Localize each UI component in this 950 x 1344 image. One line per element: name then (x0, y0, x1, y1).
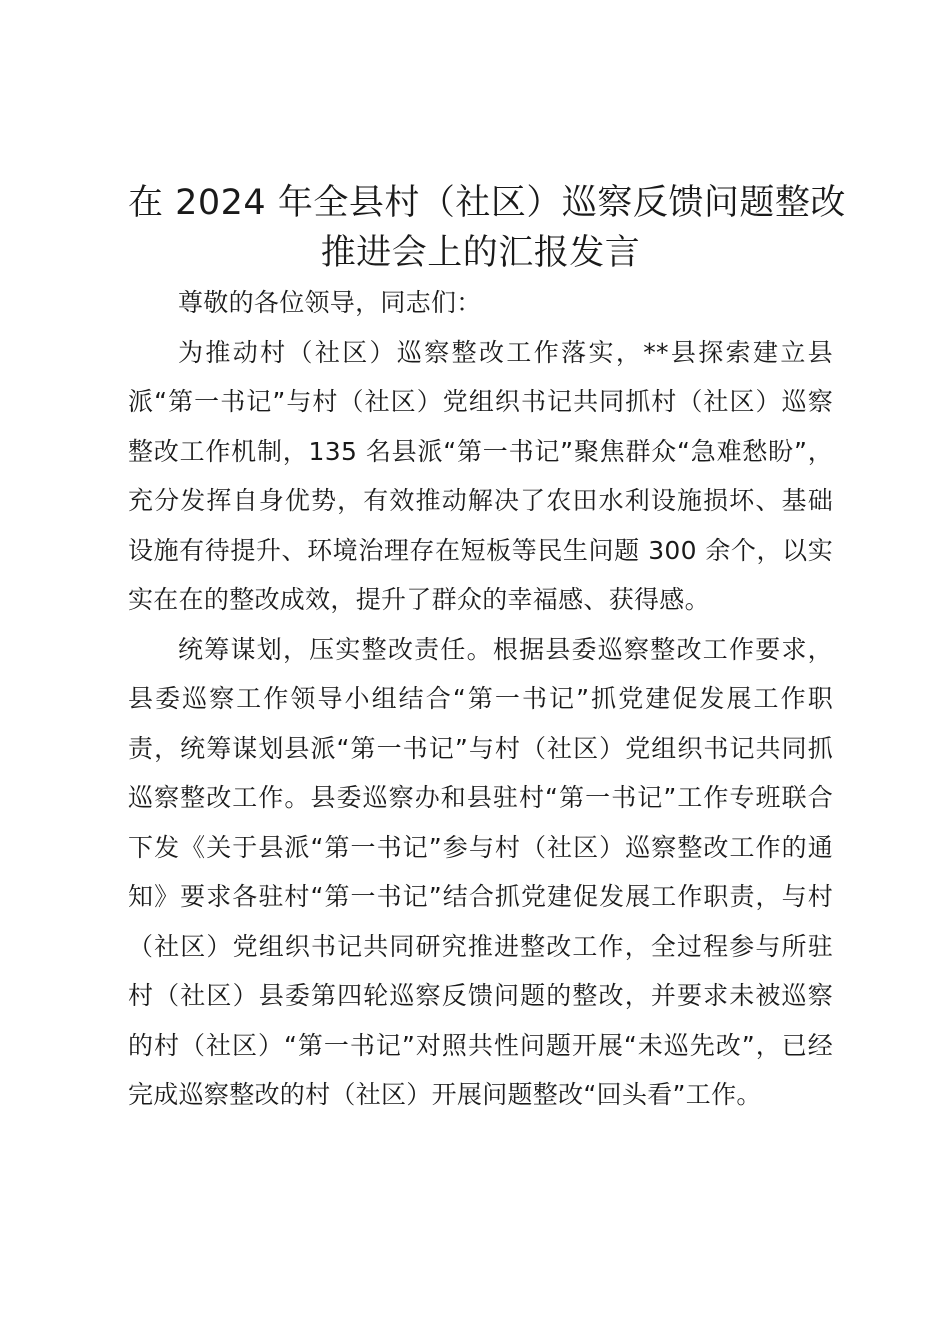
title-line-2: 推进会上的汇报发言 (320, 233, 641, 273)
title-line-1: 在 2024 年全县村（社区）巡察反馈问题整改 (128, 183, 846, 223)
salutation: 尊敬的各位领导，同志们： (178, 288, 482, 317)
document-title (128, 178, 846, 278)
document-body (128, 178, 846, 1120)
paragraph-planning: 统筹谋划，压实整改责任。根据县委巡察整改工作要求，县委巡察工作领导小组结合“第一书记”抓党建促发展工作职责，统筹谋划县派“第一书记”与村（社区）党组织书记共同抓巡察整改工作。县委巡察办和县驻村“第一书记”工作专班联合下发《关于县派“第一书记”参与村（社区）巡察整改工作的通知》要求各驻村“第一书记”结合抓党建促发展工作职责，与村（社区）党组织书记共同研究推进整改工作，全过程参与所驻村（社区）县委第四轮巡察反馈问题的整改，并要求未被巡察的村（社区）“第一书记”对照共性问题开展“未巡先改”，已经完成巡察整改的村（社区）开展问题整改“回头看”工作。 (128, 634, 833, 1109)
paragraph-intro: 为推动村（社区）巡察整改工作落实，**县探索建立县派“第一书记”与村（社区）党组织书记共同抓村（社区）巡察整改工作机制，135 名县派“第一书记”聚焦群众“急难愁盼”，充分发挥自身优势，有效推动解决了农田水利设施损坏、基础设施有待提升、环境治理存在短板等民生问题 300 余个，以实实在在的整改成效，提升了群众的幸福感、获得感。 (128, 337, 833, 614)
